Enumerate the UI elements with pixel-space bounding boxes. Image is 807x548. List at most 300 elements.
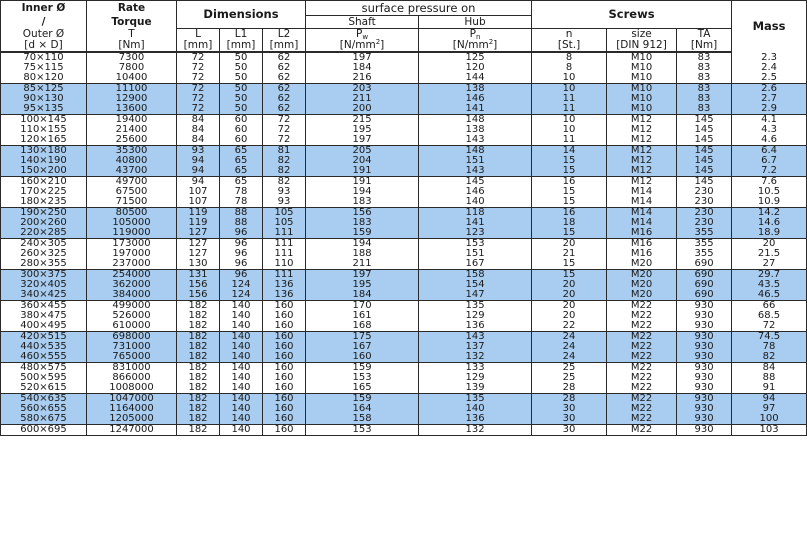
table-cell: 83 — [677, 94, 732, 104]
table-cell: 440×535 — [1, 342, 87, 352]
table-cell: 20 — [532, 239, 607, 250]
table-cell: 380×475 — [1, 311, 87, 321]
table-cell: 2.7 — [732, 94, 807, 104]
table-cell: 94 — [732, 394, 807, 405]
table-cell: 136 — [419, 321, 532, 332]
table-cell: 159 — [306, 394, 419, 405]
table-cell: 136 — [419, 414, 532, 425]
table-cell: 78 — [220, 197, 263, 208]
table-cell: 145 — [677, 166, 732, 177]
table-cell: M12 — [607, 156, 677, 166]
table-cell: 140 — [220, 342, 263, 352]
header-rate: Rate — [87, 1, 177, 16]
header-l1: L1 [mm] — [220, 29, 263, 52]
table-cell: M22 — [607, 425, 677, 436]
table-cell: M22 — [607, 321, 677, 332]
table-cell: 96 — [220, 249, 263, 259]
table-cell: M10 — [607, 73, 677, 84]
table-cell: 15 — [532, 270, 607, 281]
table-cell: 127 — [177, 228, 220, 239]
table-cell: 78 — [220, 187, 263, 197]
table-cell: 254000 — [87, 270, 177, 281]
table-cell: 191 — [306, 166, 419, 177]
table-cell: 145 — [677, 115, 732, 126]
table-cell: 66 — [732, 301, 807, 312]
table-cell: 10400 — [87, 73, 177, 84]
table-cell: 143 — [419, 135, 532, 146]
table-cell: 14.6 — [732, 218, 807, 228]
table-cell: 20 — [532, 301, 607, 312]
table-cell: 7300 — [87, 53, 177, 64]
table-cell: 930 — [677, 373, 732, 383]
table-cell: 340×425 — [1, 290, 87, 301]
table-cell: 65 — [220, 156, 263, 166]
table-cell: 540×635 — [1, 394, 87, 405]
table-cell: 154 — [419, 280, 532, 290]
table-cell: 12900 — [87, 94, 177, 104]
table-cell: 148 — [419, 115, 532, 126]
table-cell: 1164000 — [87, 404, 177, 414]
header-shaft: Shaft — [306, 16, 419, 29]
table-row — [1, 383, 807, 394]
table-row — [1, 135, 807, 146]
table-cell: 930 — [677, 404, 732, 414]
table-cell: 15 — [532, 228, 607, 239]
header-screws: Screws — [532, 1, 732, 29]
table-cell: M22 — [607, 342, 677, 352]
table-cell: 165 — [306, 383, 419, 394]
table-row — [1, 166, 807, 177]
table-cell: 160 — [263, 394, 306, 405]
table-cell: 526000 — [87, 311, 177, 321]
table-cell: 7.2 — [732, 166, 807, 177]
table-cell: 160×210 — [1, 177, 87, 188]
table-cell: 15 — [532, 187, 607, 197]
table-cell: 21 — [532, 249, 607, 259]
table-cell: M20 — [607, 290, 677, 301]
table-cell: 156 — [177, 280, 220, 290]
table-cell: 140 — [220, 352, 263, 363]
table-cell: 8 — [532, 53, 607, 64]
header-l2: L2 [mm] — [263, 29, 306, 52]
table-cell: 4.6 — [732, 135, 807, 146]
table-cell: 610000 — [87, 321, 177, 332]
table-cell: 1247000 — [87, 425, 177, 436]
table-row — [1, 425, 807, 436]
table-cell: M10 — [607, 94, 677, 104]
table-row — [1, 414, 807, 425]
table-cell: 22 — [532, 321, 607, 332]
table-cell: 2.9 — [732, 104, 807, 115]
header-torque: Torque — [87, 16, 177, 29]
header-pn: $P_n$ $[N/mm^2]$ — [419, 29, 532, 52]
table-cell: M12 — [607, 146, 677, 157]
header-slash: / — [1, 16, 87, 29]
table-cell: 111 — [263, 249, 306, 259]
table-cell: 83 — [677, 84, 732, 95]
table-cell: 197 — [306, 270, 419, 281]
table-cell: 96 — [220, 239, 263, 250]
table-cell: 600×695 — [1, 425, 87, 436]
table-cell: 28 — [532, 394, 607, 405]
table-cell: 160 — [263, 404, 306, 414]
table-cell: 60 — [220, 115, 263, 126]
table-cell: 930 — [677, 342, 732, 352]
table-row — [1, 104, 807, 115]
table-cell: 765000 — [87, 352, 177, 363]
table-cell: 160 — [263, 321, 306, 332]
header-dimensions: Dimensions — [177, 1, 306, 29]
table-cell: 191 — [306, 177, 419, 188]
table-cell: 690 — [677, 290, 732, 301]
table-cell: 183 — [306, 218, 419, 228]
table-cell: 72 — [263, 115, 306, 126]
table-cell: 182 — [177, 425, 220, 436]
table-cell: 866000 — [87, 373, 177, 383]
table-cell: 153 — [419, 239, 532, 250]
table-cell: 49700 — [87, 177, 177, 188]
table-cell: 194 — [306, 187, 419, 197]
table-cell: 8 — [532, 63, 607, 73]
table-cell: 72 — [263, 125, 306, 135]
table-cell: 10 — [532, 73, 607, 84]
table-cell: 197 — [306, 135, 419, 146]
table-cell: 159 — [306, 228, 419, 239]
table-cell: 13600 — [87, 104, 177, 115]
table-cell: 62 — [263, 84, 306, 95]
table-cell: M12 — [607, 115, 677, 126]
table-cell: 119000 — [87, 228, 177, 239]
table-cell: 161 — [306, 311, 419, 321]
table-cell: 140 — [419, 404, 532, 414]
header-hub: Hub — [419, 16, 532, 29]
table-cell: 90×130 — [1, 94, 87, 104]
table-cell: 1047000 — [87, 394, 177, 405]
table-cell: 124 — [220, 290, 263, 301]
table-cell: 130×180 — [1, 146, 87, 157]
table-cell: 30 — [532, 404, 607, 414]
table-cell: 84 — [177, 135, 220, 146]
table-cell: 111 — [263, 239, 306, 250]
table-cell: 119 — [177, 208, 220, 219]
table-cell: 88 — [732, 373, 807, 383]
table-cell: 25600 — [87, 135, 177, 146]
table-cell: 10 — [532, 84, 607, 95]
table-cell: 110×155 — [1, 125, 87, 135]
table-cell: 420×515 — [1, 332, 87, 343]
table-cell: 204 — [306, 156, 419, 166]
table-cell: 133 — [419, 363, 532, 374]
table-cell: 40800 — [87, 156, 177, 166]
table-cell: 146 — [419, 94, 532, 104]
table-cell: 111 — [263, 228, 306, 239]
table-cell: 560×655 — [1, 404, 87, 414]
table-cell: M14 — [607, 187, 677, 197]
table-cell: 10.5 — [732, 187, 807, 197]
table-cell: 460×555 — [1, 352, 87, 363]
table-cell: 156 — [177, 290, 220, 301]
table-cell: 93 — [263, 187, 306, 197]
table-cell: 110 — [263, 259, 306, 270]
table-cell: 140 — [220, 394, 263, 405]
table-cell: 2.6 — [732, 84, 807, 95]
table-cell: 160 — [263, 332, 306, 343]
table-cell: 62 — [263, 73, 306, 84]
table-cell: 145 — [677, 125, 732, 135]
table-cell: 355 — [677, 249, 732, 259]
table-cell: 15 — [532, 156, 607, 166]
table-cell: 930 — [677, 321, 732, 332]
table-cell: 140 — [220, 363, 263, 374]
table-cell: 158 — [419, 270, 532, 281]
table-cell: 83 — [677, 63, 732, 73]
table-cell: 184 — [306, 63, 419, 73]
table-cell: 156 — [306, 208, 419, 219]
table-cell: 160 — [306, 352, 419, 363]
table-cell: 18 — [532, 218, 607, 228]
table-cell: 127 — [177, 249, 220, 259]
table-cell: 140 — [220, 301, 263, 312]
table-cell: 160 — [263, 383, 306, 394]
table-cell: 62 — [263, 94, 306, 104]
table-cell: 140 — [220, 332, 263, 343]
table-cell: 24 — [532, 352, 607, 363]
table-cell: 159 — [306, 363, 419, 374]
table-cell: 197 — [306, 53, 419, 64]
table-cell: M22 — [607, 301, 677, 312]
table-cell: 182 — [177, 394, 220, 405]
table-cell: 50 — [220, 104, 263, 115]
table-cell: 400×495 — [1, 321, 87, 332]
table-cell: 182 — [177, 383, 220, 394]
table-cell: 4.3 — [732, 125, 807, 135]
table-cell: 205 — [306, 146, 419, 157]
table-cell: 211 — [306, 94, 419, 104]
header-screw-ta: TA [Nm] — [677, 29, 732, 52]
table-cell: 74.5 — [732, 332, 807, 343]
table-cell: 150×200 — [1, 166, 87, 177]
table-cell: 84 — [177, 125, 220, 135]
table-cell: 120 — [419, 63, 532, 73]
table-cell: 11 — [532, 94, 607, 104]
table-cell: 260×325 — [1, 249, 87, 259]
table-cell: 16 — [532, 208, 607, 219]
table-cell: 135 — [419, 394, 532, 405]
table-cell: 188 — [306, 249, 419, 259]
table-cell: 731000 — [87, 342, 177, 352]
table-cell: 160 — [263, 311, 306, 321]
table-cell: 67500 — [87, 187, 177, 197]
table-cell: M20 — [607, 280, 677, 290]
table-cell: 182 — [177, 414, 220, 425]
header-inner-diameter: Inner Ø — [1, 1, 87, 16]
table-cell: 520×615 — [1, 383, 87, 394]
table-cell: 15 — [532, 166, 607, 177]
table-cell: 19400 — [87, 115, 177, 126]
table-cell: 384000 — [87, 290, 177, 301]
table-cell: 190×250 — [1, 208, 87, 219]
table-cell: 65 — [220, 166, 263, 177]
table-cell: M16 — [607, 239, 677, 250]
table-cell: 72 — [177, 53, 220, 64]
table-cell: 139 — [419, 383, 532, 394]
table-cell: 20 — [532, 280, 607, 290]
table-cell: 690 — [677, 259, 732, 270]
table-cell: 211 — [306, 259, 419, 270]
table-cell: 72 — [732, 321, 807, 332]
table-cell: 60 — [220, 125, 263, 135]
table-cell: 83 — [677, 104, 732, 115]
table-cell: 167 — [419, 259, 532, 270]
table-cell: 230 — [677, 197, 732, 208]
table-cell: 930 — [677, 414, 732, 425]
table-cell: 11 — [532, 104, 607, 115]
table-cell: M10 — [607, 53, 677, 64]
table-cell: 930 — [677, 383, 732, 394]
table-cell: M22 — [607, 352, 677, 363]
header-pw: $P_w$ $[N/mm^2]$ — [306, 29, 419, 52]
table-cell: 180×235 — [1, 197, 87, 208]
table-cell: 220×285 — [1, 228, 87, 239]
table-header — [1, 1, 807, 53]
table-cell: 140 — [220, 425, 263, 436]
table-cell: 50 — [220, 94, 263, 104]
table-cell: 129 — [419, 373, 532, 383]
table-cell: 100×145 — [1, 115, 87, 126]
table-cell: 930 — [677, 352, 732, 363]
header-surface-pressure: surface pressure on — [306, 1, 532, 16]
table-cell: 72 — [177, 94, 220, 104]
table-cell: 4.1 — [732, 115, 807, 126]
table-cell: 62 — [263, 63, 306, 73]
table-row — [1, 259, 807, 270]
table-cell: 137 — [419, 342, 532, 352]
table-cell: M22 — [607, 394, 677, 405]
table-cell: 6.4 — [732, 146, 807, 157]
table-cell: 182 — [177, 332, 220, 343]
table-cell: 91 — [732, 383, 807, 394]
table-cell: 135 — [419, 301, 532, 312]
table-cell: 930 — [677, 394, 732, 405]
table-cell: 105 — [263, 218, 306, 228]
table-cell: 200×260 — [1, 218, 87, 228]
table-cell: 105 — [263, 208, 306, 219]
table-cell: 118 — [419, 208, 532, 219]
table-cell: 84 — [732, 363, 807, 374]
table-cell: 203 — [306, 84, 419, 95]
table-cell: 29.7 — [732, 270, 807, 281]
table-cell: 1205000 — [87, 414, 177, 425]
table-cell: 167 — [306, 342, 419, 352]
table-cell: 107 — [177, 187, 220, 197]
header-screw-count: n [St.] — [532, 29, 607, 52]
table-cell: 230 — [677, 218, 732, 228]
table-cell: 50 — [220, 63, 263, 73]
table-cell: 355 — [677, 228, 732, 239]
table-cell: 75×115 — [1, 63, 87, 73]
table-cell: 362000 — [87, 280, 177, 290]
table-cell: 43700 — [87, 166, 177, 177]
table-cell: 25 — [532, 363, 607, 374]
table-cell: 96 — [220, 228, 263, 239]
table-cell: 690 — [677, 280, 732, 290]
table-cell: 140 — [220, 414, 263, 425]
table-cell: 25 — [532, 373, 607, 383]
table-cell: 132 — [419, 352, 532, 363]
table-cell: 27 — [732, 259, 807, 270]
table-cell: 96 — [220, 259, 263, 270]
table-cell: 93 — [263, 197, 306, 208]
table-cell: 499000 — [87, 301, 177, 312]
table-cell: 82 — [732, 352, 807, 363]
table-cell: 82 — [263, 177, 306, 188]
table-cell: M22 — [607, 373, 677, 383]
table-cell: 35300 — [87, 146, 177, 157]
table-cell: 85×125 — [1, 84, 87, 95]
table-cell: 143 — [419, 332, 532, 343]
table-cell: 15 — [532, 259, 607, 270]
table-cell: 164 — [306, 404, 419, 414]
table-cell: 88 — [220, 208, 263, 219]
table-cell: 84 — [177, 115, 220, 126]
table-cell: 20 — [532, 290, 607, 301]
table-cell: 136 — [263, 290, 306, 301]
table-row — [1, 352, 807, 363]
table-cell: 30 — [532, 414, 607, 425]
table-cell: 143 — [419, 166, 532, 177]
table-cell: 95×135 — [1, 104, 87, 115]
table-cell: 237000 — [87, 259, 177, 270]
table-cell: 140 — [220, 321, 263, 332]
table-cell: 131 — [177, 270, 220, 281]
table-cell: 151 — [419, 249, 532, 259]
table-cell: 480×575 — [1, 363, 87, 374]
table-cell: 200 — [306, 104, 419, 115]
table-cell: 184 — [306, 290, 419, 301]
table-cell: 83 — [677, 53, 732, 64]
table-cell: 123 — [419, 228, 532, 239]
table-cell: 50 — [220, 84, 263, 95]
table-cell: M22 — [607, 363, 677, 374]
table-cell: 230 — [677, 187, 732, 197]
table-cell: 355 — [677, 239, 732, 250]
table-cell: M10 — [607, 104, 677, 115]
table-cell: M12 — [607, 166, 677, 177]
table-cell: 194 — [306, 239, 419, 250]
table-cell: 81 — [263, 146, 306, 157]
table-cell: 72 — [177, 73, 220, 84]
table-cell: 14.2 — [732, 208, 807, 219]
table-cell: 195 — [306, 280, 419, 290]
table-cell: 160 — [263, 301, 306, 312]
table-cell: 94 — [177, 166, 220, 177]
table-cell: 111 — [263, 270, 306, 281]
table-cell: 15 — [532, 197, 607, 208]
table-cell: 50 — [220, 73, 263, 84]
table-cell: 145 — [419, 177, 532, 188]
table-cell: 140 — [220, 404, 263, 414]
table-cell: 160 — [263, 373, 306, 383]
table-cell: 215 — [306, 115, 419, 126]
table-cell: 182 — [177, 321, 220, 332]
table-cell: 160 — [263, 363, 306, 374]
table-cell: 72 — [263, 135, 306, 146]
table-row — [1, 73, 807, 84]
table-cell: 173000 — [87, 239, 177, 250]
table-cell: 2.4 — [732, 63, 807, 73]
table-cell: 1008000 — [87, 383, 177, 394]
table-cell: 182 — [177, 311, 220, 321]
